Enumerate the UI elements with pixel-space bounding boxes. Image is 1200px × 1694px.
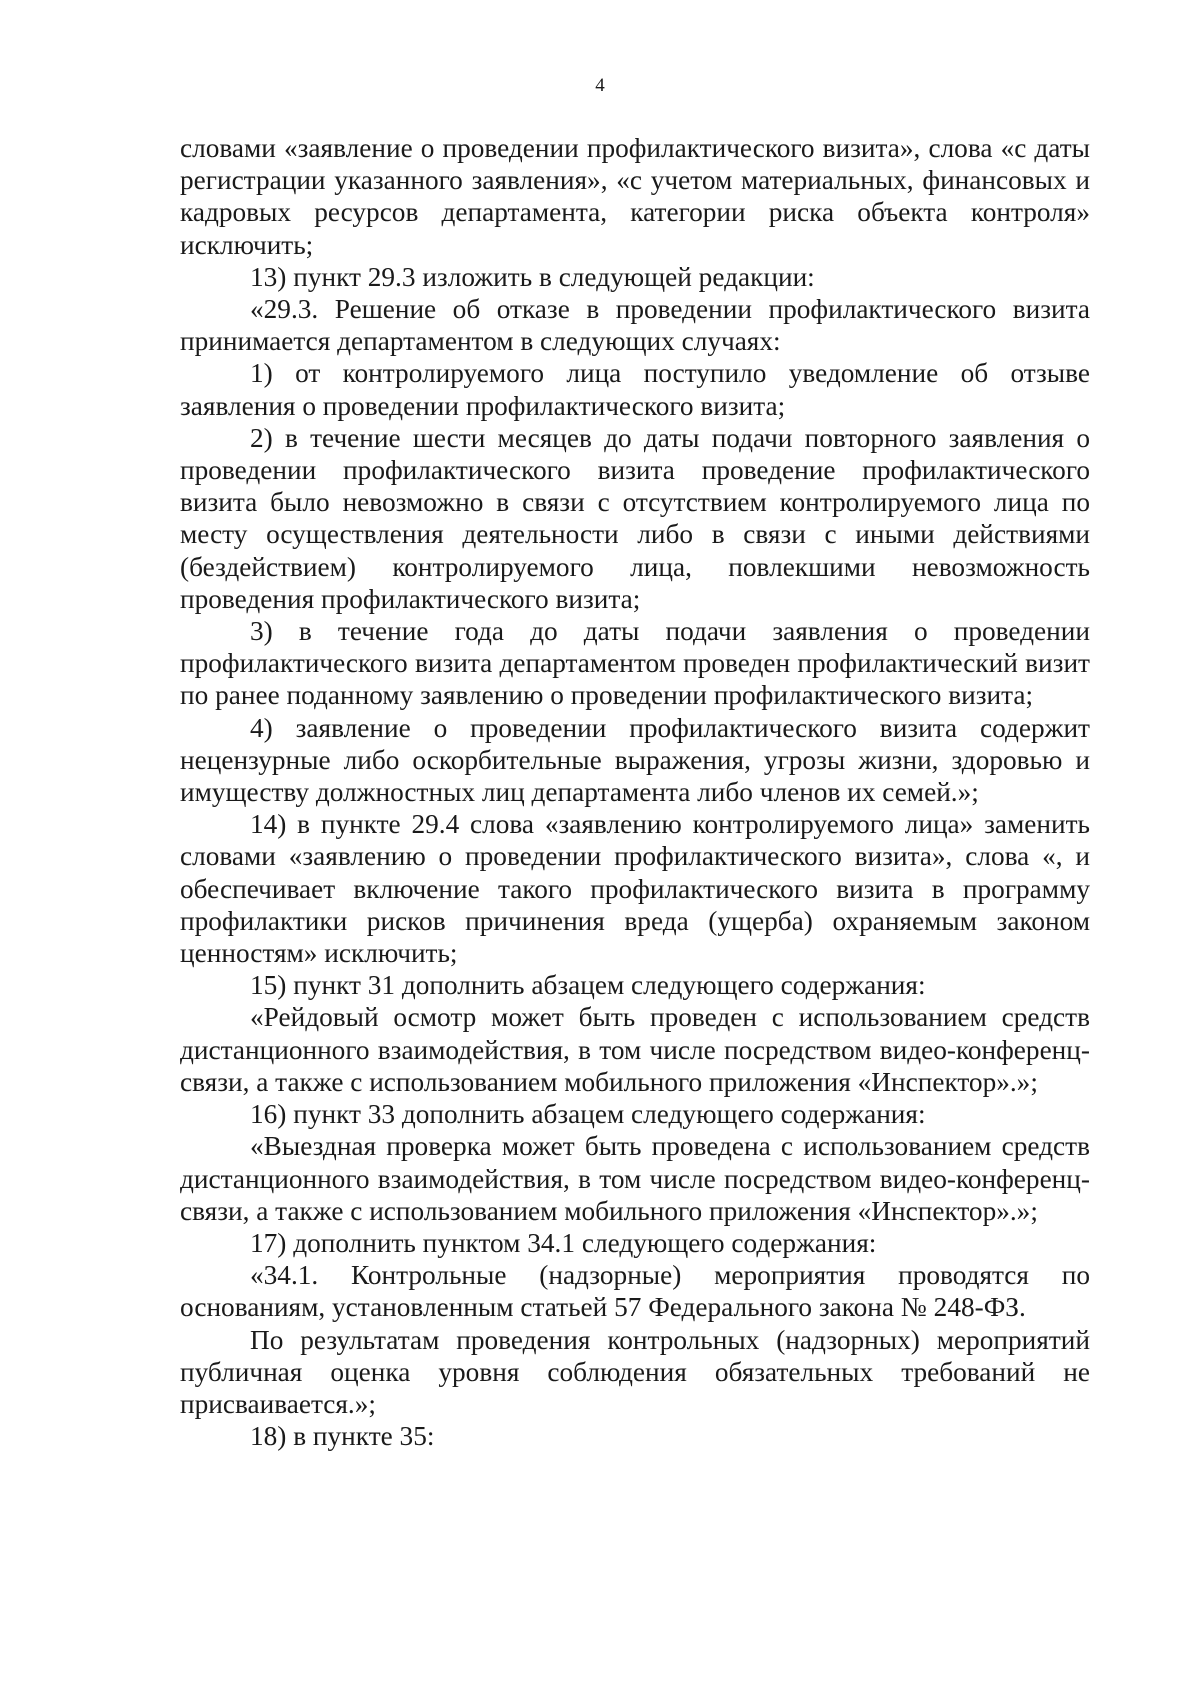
- paragraph-case-1: 1) от контролируемого лица поступило уведомление об отзыве заявления о проведении профилактического визита;: [180, 358, 1090, 421]
- paragraph-quote-raid: «Рейдовый осмотр может быть проведен с использованием средств дистанционного взаимодействия, в том числе посредством видео-конференц-связи, а также с использованием мобильного приложения «Инспектор».»;: [180, 1002, 1090, 1097]
- paragraph-item-16: 16) пункт 33 дополнить абзацем следующего содержания:: [250, 1099, 926, 1130]
- paragraph-item-18: 18) в пункте 35:: [250, 1421, 435, 1452]
- paragraph-case-4: 4) заявление о проведении профилактического визита содержит нецензурные либо оскорбительные выражения, угрозы жизни, здоровью и имуществу должностных лиц департамента либо членов их семей.»;: [180, 712, 1090, 808]
- paragraph-item-17: 17) дополнить пунктом 34.1 следующего содержания:: [250, 1227, 877, 1258]
- document-body: [180, 132, 1090, 1452]
- paragraph-item-15: 15) пункт 31 дополнить абзацем следующего содержания:: [250, 970, 926, 1001]
- paragraph-item-14: 14) в пункте 29.4 слова «заявлению контролируемого лица» заменить словами «заявлению о проведении профилактического визита», слова «, и обеспечивает включение такого профилактического визита в программу профилактики рисков причинения вреда (ущерба) охраняемым законом ценностям» исключить;: [180, 809, 1090, 969]
- paragraph-item-13: 13) пункт 29.3 изложить в следующей редакции:: [250, 261, 815, 292]
- paragraph-quote-inspection: «Выездная проверка может быть проведена с использованием средств дистанционного взаимодействия, в том числе посредством видео-конференц-связи, а также с использованием мобильного приложения «Инспектор».»;: [180, 1131, 1090, 1226]
- paragraph-quote-29-3: «29.3. Решение об отказе в проведении профилактического визита принимается департаментом в следующих случаях:: [180, 294, 1090, 357]
- paragraph-case-2: 2) в течение шести месяцев до даты подачи повторного заявления о проведении профилактического визита проведение профилактического визита было невозможно в связи с отсутствием контролируемого лица по месту осуществления деятельности либо в связи с иными действиями (бездействием) контролируемого лица, повлекшими невозможность проведения профилактического визита;: [180, 422, 1090, 614]
- paragraph-quote-34-1: «34.1. Контрольные (надзорные) мероприятия проводятся по основаниям, установленным статьей 57 Федерального закона № 248-ФЗ.: [180, 1260, 1090, 1323]
- paragraph-case-3: 3) в течение года до даты подачи заявления о проведении профилактического визита департаментом проведен профилактический визит по ранее поданному заявлению о проведении профилактического визита;: [180, 616, 1090, 711]
- page-number: 4: [595, 75, 605, 96]
- paragraph-results: По результатам проведения контрольных (надзорных) мероприятий публичная оценка уровня соблюдения обязательных требований не присваивается.»;: [180, 1324, 1090, 1419]
- paragraph-continuation: словами «заявление о проведении профилактического визита», слова «с даты регистрации указанного заявления», «с учетом материальных, финансовых и кадровых ресурсов департамента, категории риска объекта контроля» исключить;: [180, 133, 1090, 260]
